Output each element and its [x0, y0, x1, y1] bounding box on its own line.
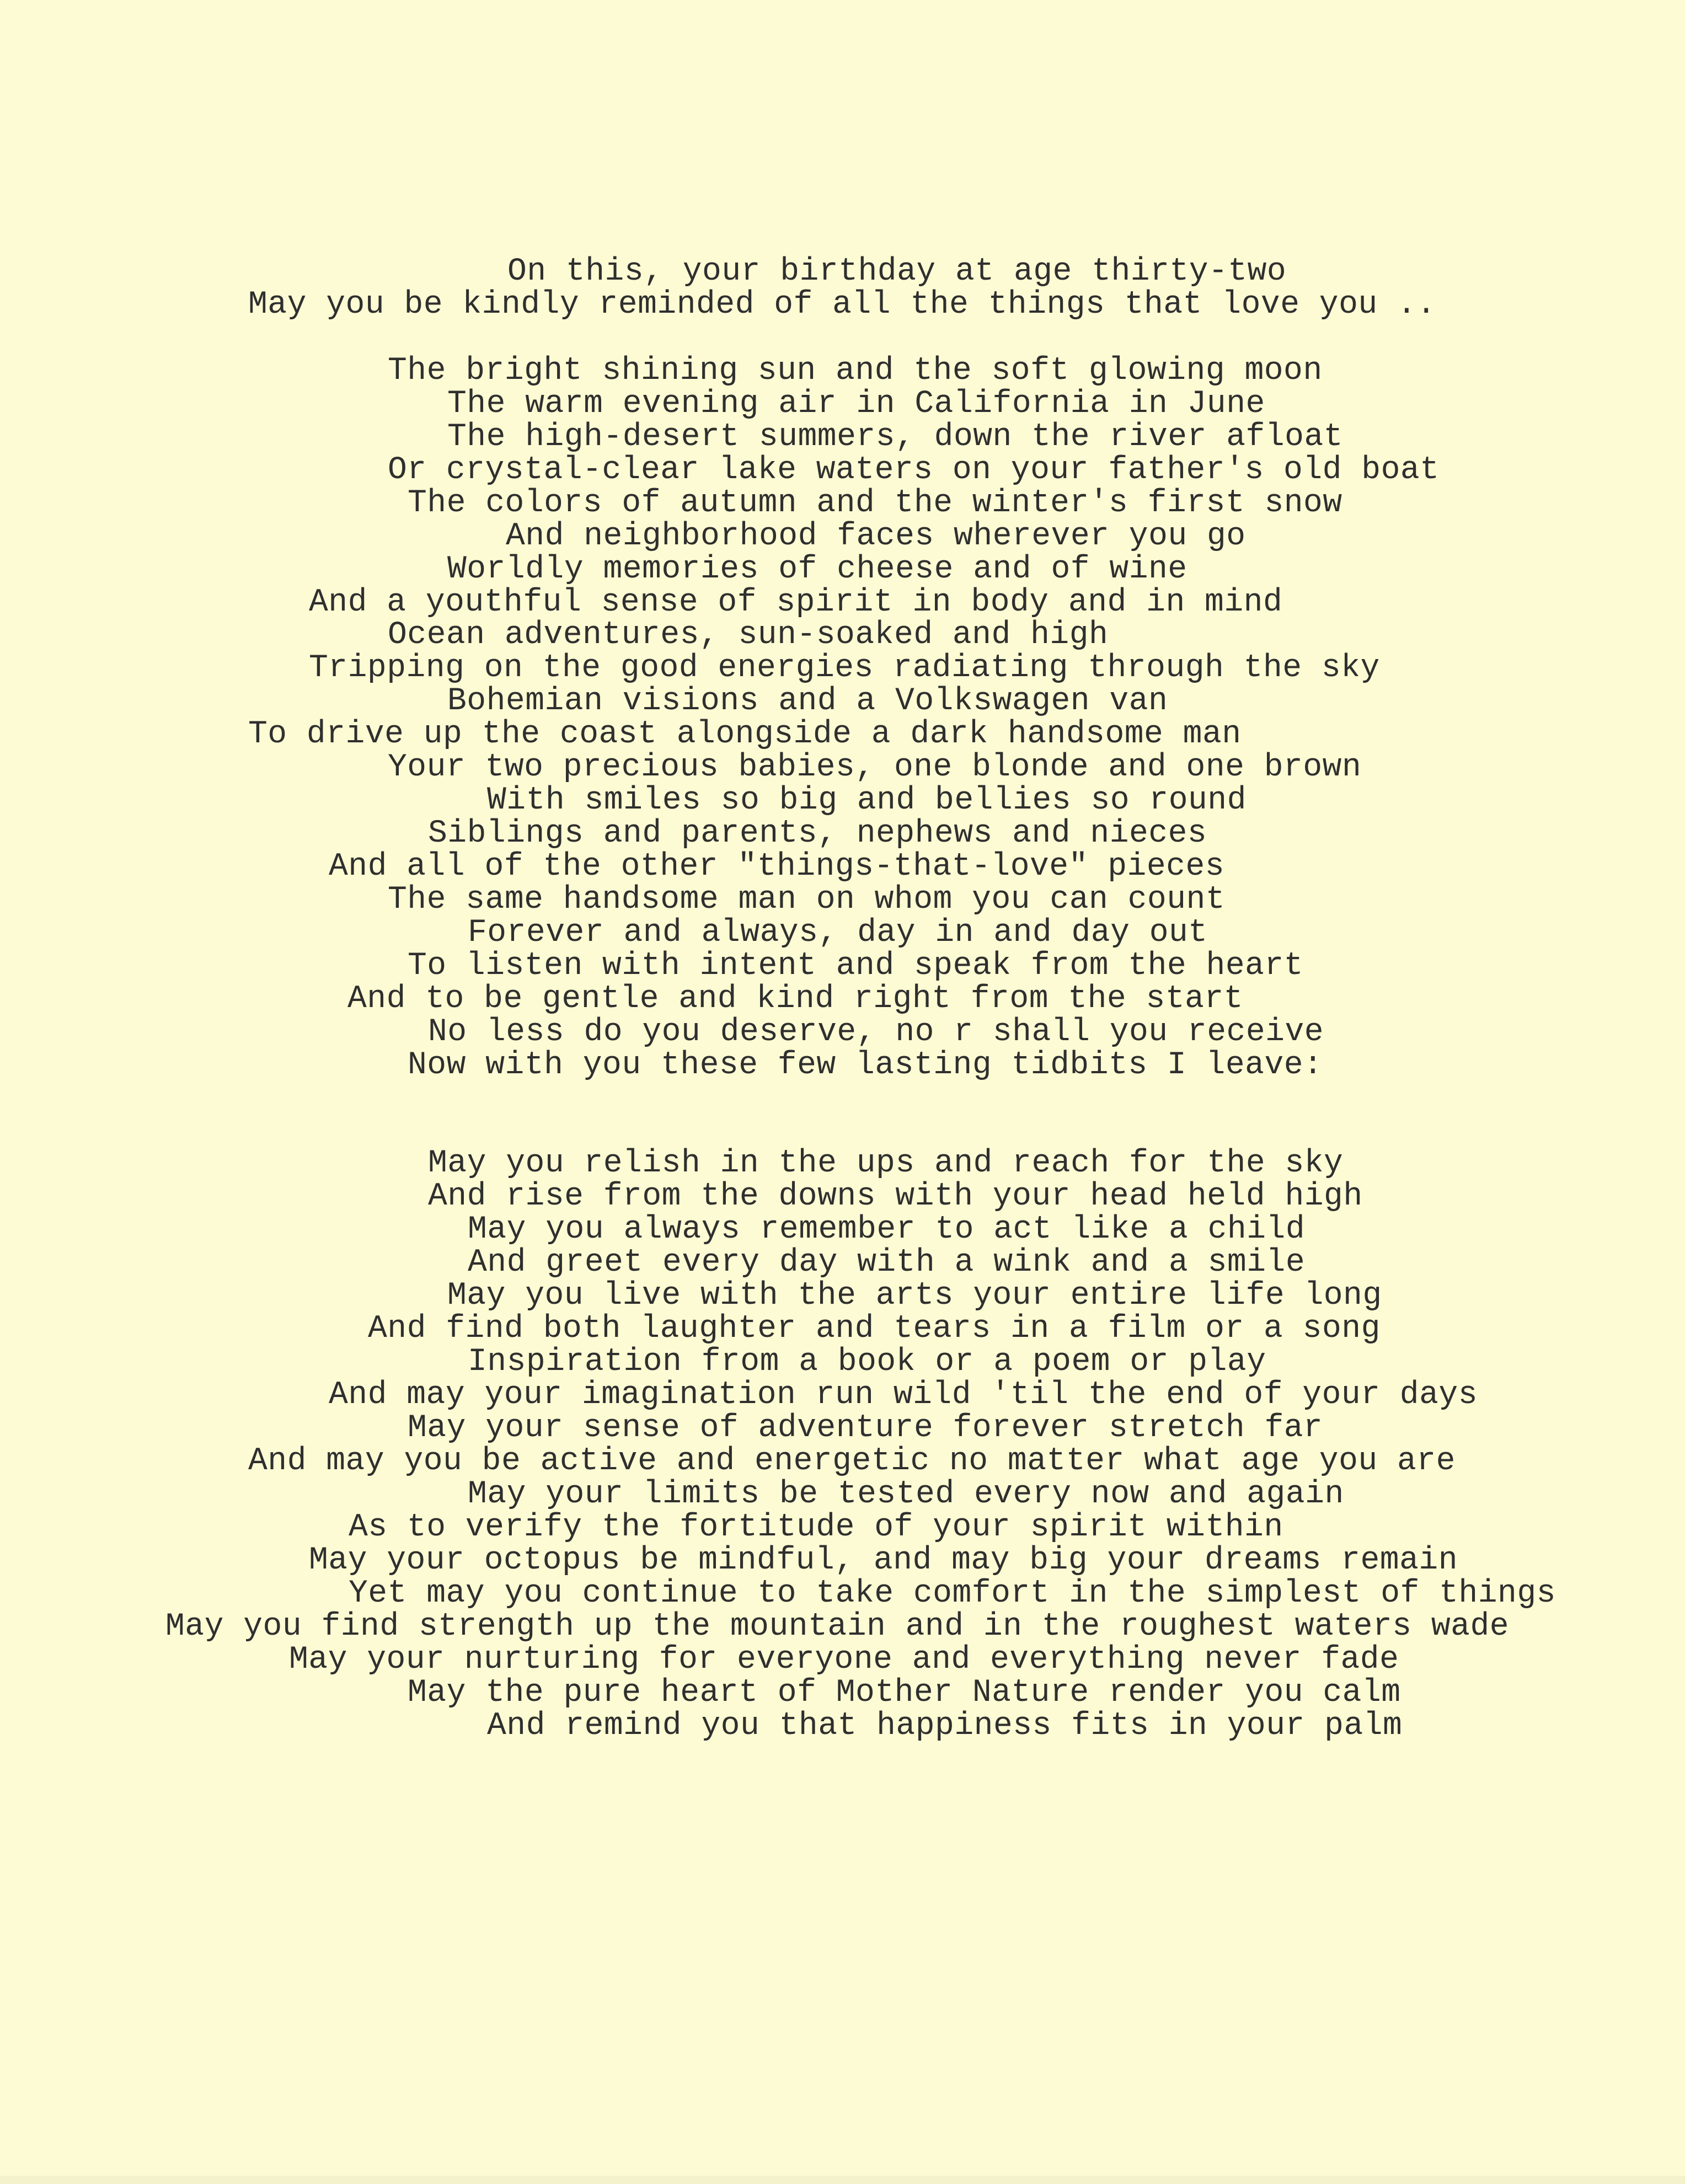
paper-bottom-edge — [0, 2176, 1685, 2184]
poem-line: The same handsome man on whom you can count — [388, 882, 1226, 918]
intro-line: May you be kindly reminded of all the things that love you .. — [248, 287, 1436, 323]
poem-line: Now with you these few lasting tidbits I leave: — [408, 1047, 1323, 1083]
poem-line: And all of the other "things-that-love" pieces — [329, 849, 1225, 885]
poem-line: And find both laughter and tears in a film or a song — [368, 1311, 1381, 1347]
poem-line: And neighborhood faces wherever you go — [506, 518, 1246, 554]
poem-line: Or crystal-clear lake waters on your father's old boat — [388, 452, 1440, 488]
poem-line: Yet may you continue to take comfort in the simplest of things — [349, 1576, 1556, 1612]
poem-line: The warm evening air in California in June — [447, 386, 1265, 422]
poem-line: May your nurturing for everyone and everything never fade — [289, 1642, 1399, 1678]
poem-line: And a youthful sense of spirit in body and in mind — [309, 585, 1283, 620]
poem-line: As to verify the fortitude of your spirit within — [349, 1509, 1283, 1545]
poem-line: Ocean adventures, sun-soaked and high — [388, 617, 1109, 653]
poem-line: And to be gentle and kind right from the start — [347, 981, 1244, 1017]
poem-line: Inspiration from a book or a poem or play — [468, 1344, 1266, 1380]
poem-line: May the pure heart of Mother Nature render you calm — [408, 1675, 1401, 1711]
poem-line: Your two precious babies, one blonde and one brown — [388, 750, 1362, 785]
poem-line: And rise from the downs with your head held high — [428, 1179, 1363, 1214]
poem-line: May you relish in the ups and reach for the sky — [428, 1145, 1344, 1181]
intro-line: On this, your birthday at age thirty-two — [507, 254, 1287, 290]
poem-line: May your limits be tested every now and again — [468, 1476, 1344, 1512]
poem-line: May your octopus be mindful, and may big your dreams remain — [309, 1543, 1458, 1578]
poem-line: Siblings and parents, nephews and nieces — [428, 816, 1207, 852]
poem-line: To drive up the coast alongside a dark handsome man — [248, 716, 1242, 752]
poem-line: With smiles so big and bellies so round — [487, 783, 1247, 818]
poem-line: May you always remember to act like a child — [468, 1212, 1306, 1248]
poem-line: The colors of autumn and the winter's first snow — [408, 485, 1342, 521]
poem-line: And remind you that happiness fits in your palm — [487, 1708, 1403, 1744]
poem-line: May you find strength up the mountain and in the roughest waters wade — [165, 1609, 1510, 1645]
poem-line: And greet every day with a wink and a smile — [468, 1245, 1306, 1281]
poem-line: The bright shining sun and the soft glowing moon — [388, 353, 1323, 389]
poem-line: Worldly memories of cheese and of wine — [447, 552, 1187, 587]
poem-line: Tripping on the good energies radiating through the sky — [309, 650, 1380, 686]
poem-line: Bohemian visions and a Volkswagen van — [447, 683, 1168, 719]
poem-line: And may your imagination run wild 'til the end of your days — [329, 1377, 1478, 1413]
poem-line: No less do you deserve, no r shall you receive — [428, 1014, 1324, 1050]
poem-line: And may you be active and energetic no matter what age you are — [248, 1443, 1456, 1479]
poem-line: To listen with intent and speak from the heart — [408, 948, 1304, 984]
poem-line: Forever and always, day in and day out — [468, 915, 1208, 951]
poem-line: May you live with the arts your entire life long — [447, 1278, 1382, 1314]
poem-line: May your sense of adventure forever stretch far — [408, 1410, 1323, 1446]
poem-line: The high-desert summers, down the river afloat — [447, 419, 1344, 455]
